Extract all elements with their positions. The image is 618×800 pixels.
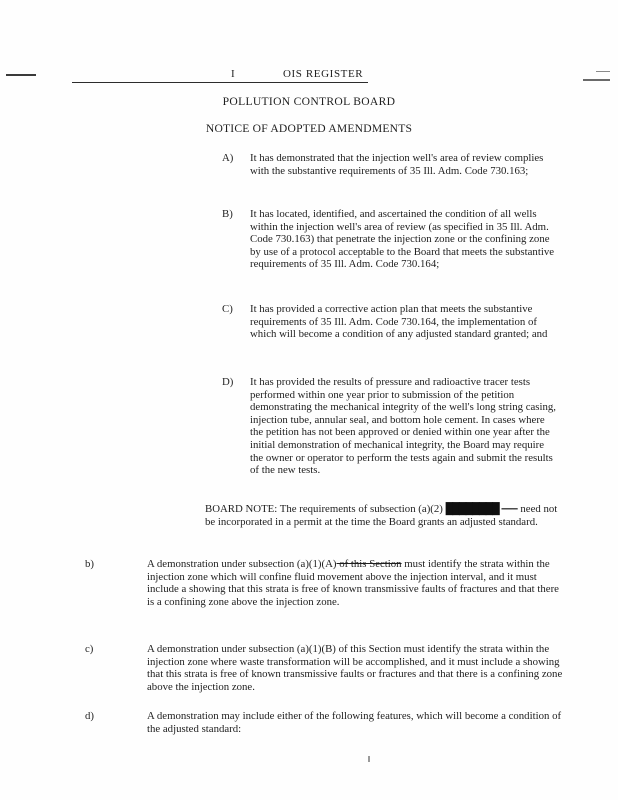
board-note	[205, 503, 561, 528]
paragraph-text-post: must identify the strata within the injection zone which will confine fluid movement above the injection interval, and it must include a showing that this strata is free of known transmissive faults of fractures and that there is a confining zone above the injection zone.	[147, 558, 559, 608]
paragraph-text	[147, 558, 563, 608]
item-text: It has provided a corrective action plan that meets the substantive requirements of 35 Ill. Adm. Code 730.164, the implementation of which will become a condition of any adjusted standard granted; and	[250, 303, 548, 341]
board-note-post: need not be incorporated in a permit at the time the Board grants an adjusted standard.	[205, 503, 558, 528]
header-rule	[72, 82, 368, 83]
list-item-B	[222, 208, 556, 271]
struck-text: of this Section	[336, 558, 402, 570]
item-text: It has provided the results of pressure and radioactive tracer tests performed within one year prior to submission of the petition demonstrating the mechanical integrity of the well's long string casing, injection tube, annular seal, and bottom hole cement. In cases where the petition has not been approved or denied within one year after the initial demonstration of mechanical integrity, the Board may require the owner or operator to perform the tests again and submit the results of the new tests.	[250, 376, 556, 477]
item-label: D)	[222, 376, 234, 388]
list-item-D	[222, 376, 556, 477]
paragraph-text-post: A demonstration may include either of the following features, which will become a condition of the adjusted standard:	[147, 710, 562, 735]
notice-title: NOTICE OF ADOPTED AMENDMENTS	[205, 122, 413, 135]
item-text: It has demonstrated that the injection well's area of review complies with the substantive requirements of 35 Ill. Adm. Code 730.163;	[250, 152, 544, 177]
board-title: POLLUTION CONTROL BOARD	[222, 95, 396, 108]
paragraph-label: c)	[85, 643, 94, 655]
scan-artifact-left-dash	[6, 74, 36, 76]
register-header-title: OIS REGISTER	[283, 68, 364, 80]
item-text: It has located, identified, and ascertained the condition of all wells within the injection well's area of review (as specified in 35 Ill. Adm. Code 730.163) that penetrate the injection zone or the confining zone by use of a protocol acceptable to the Board that meets the substantive requirements of 35 Ill. Adm. Code 730.164;	[250, 208, 555, 271]
item-label: C)	[222, 303, 233, 315]
paragraph-d	[85, 710, 563, 735]
paragraph-b	[85, 558, 563, 608]
paragraph-label: d)	[85, 710, 94, 722]
paragraph-text	[147, 643, 563, 693]
item-label: A)	[222, 152, 234, 164]
paragraph-c	[85, 643, 563, 693]
scan-artifact-right-dash2	[596, 71, 610, 72]
register-header-fragment: I	[231, 68, 235, 80]
board-note-pre: BOARD NOTE: The requirements of subsection (a)(2)	[205, 503, 443, 515]
paragraph-label: b)	[85, 558, 94, 570]
paragraph-text-post: A demonstration under subsection (a)(1)(B) of this Section must identify the strata within the injection zone where waste transformation will be accomplished, and it must include a showing that this strata is free of known transmissive faults or fractures and that there is a confining zone above the injection zone.	[147, 643, 563, 693]
list-item-C	[222, 303, 556, 341]
scan-artifact-bottom-speck	[368, 756, 370, 762]
redaction-bar: ████████	[445, 503, 499, 515]
redaction-scribble: –––	[501, 503, 518, 515]
list-item-A	[222, 152, 556, 177]
paragraph-text-pre: A demonstration under subsection (a)(1)(A)	[147, 558, 337, 570]
paragraph-text	[147, 710, 563, 735]
scan-artifact-right-dash	[583, 79, 610, 81]
item-label: B)	[222, 208, 233, 220]
